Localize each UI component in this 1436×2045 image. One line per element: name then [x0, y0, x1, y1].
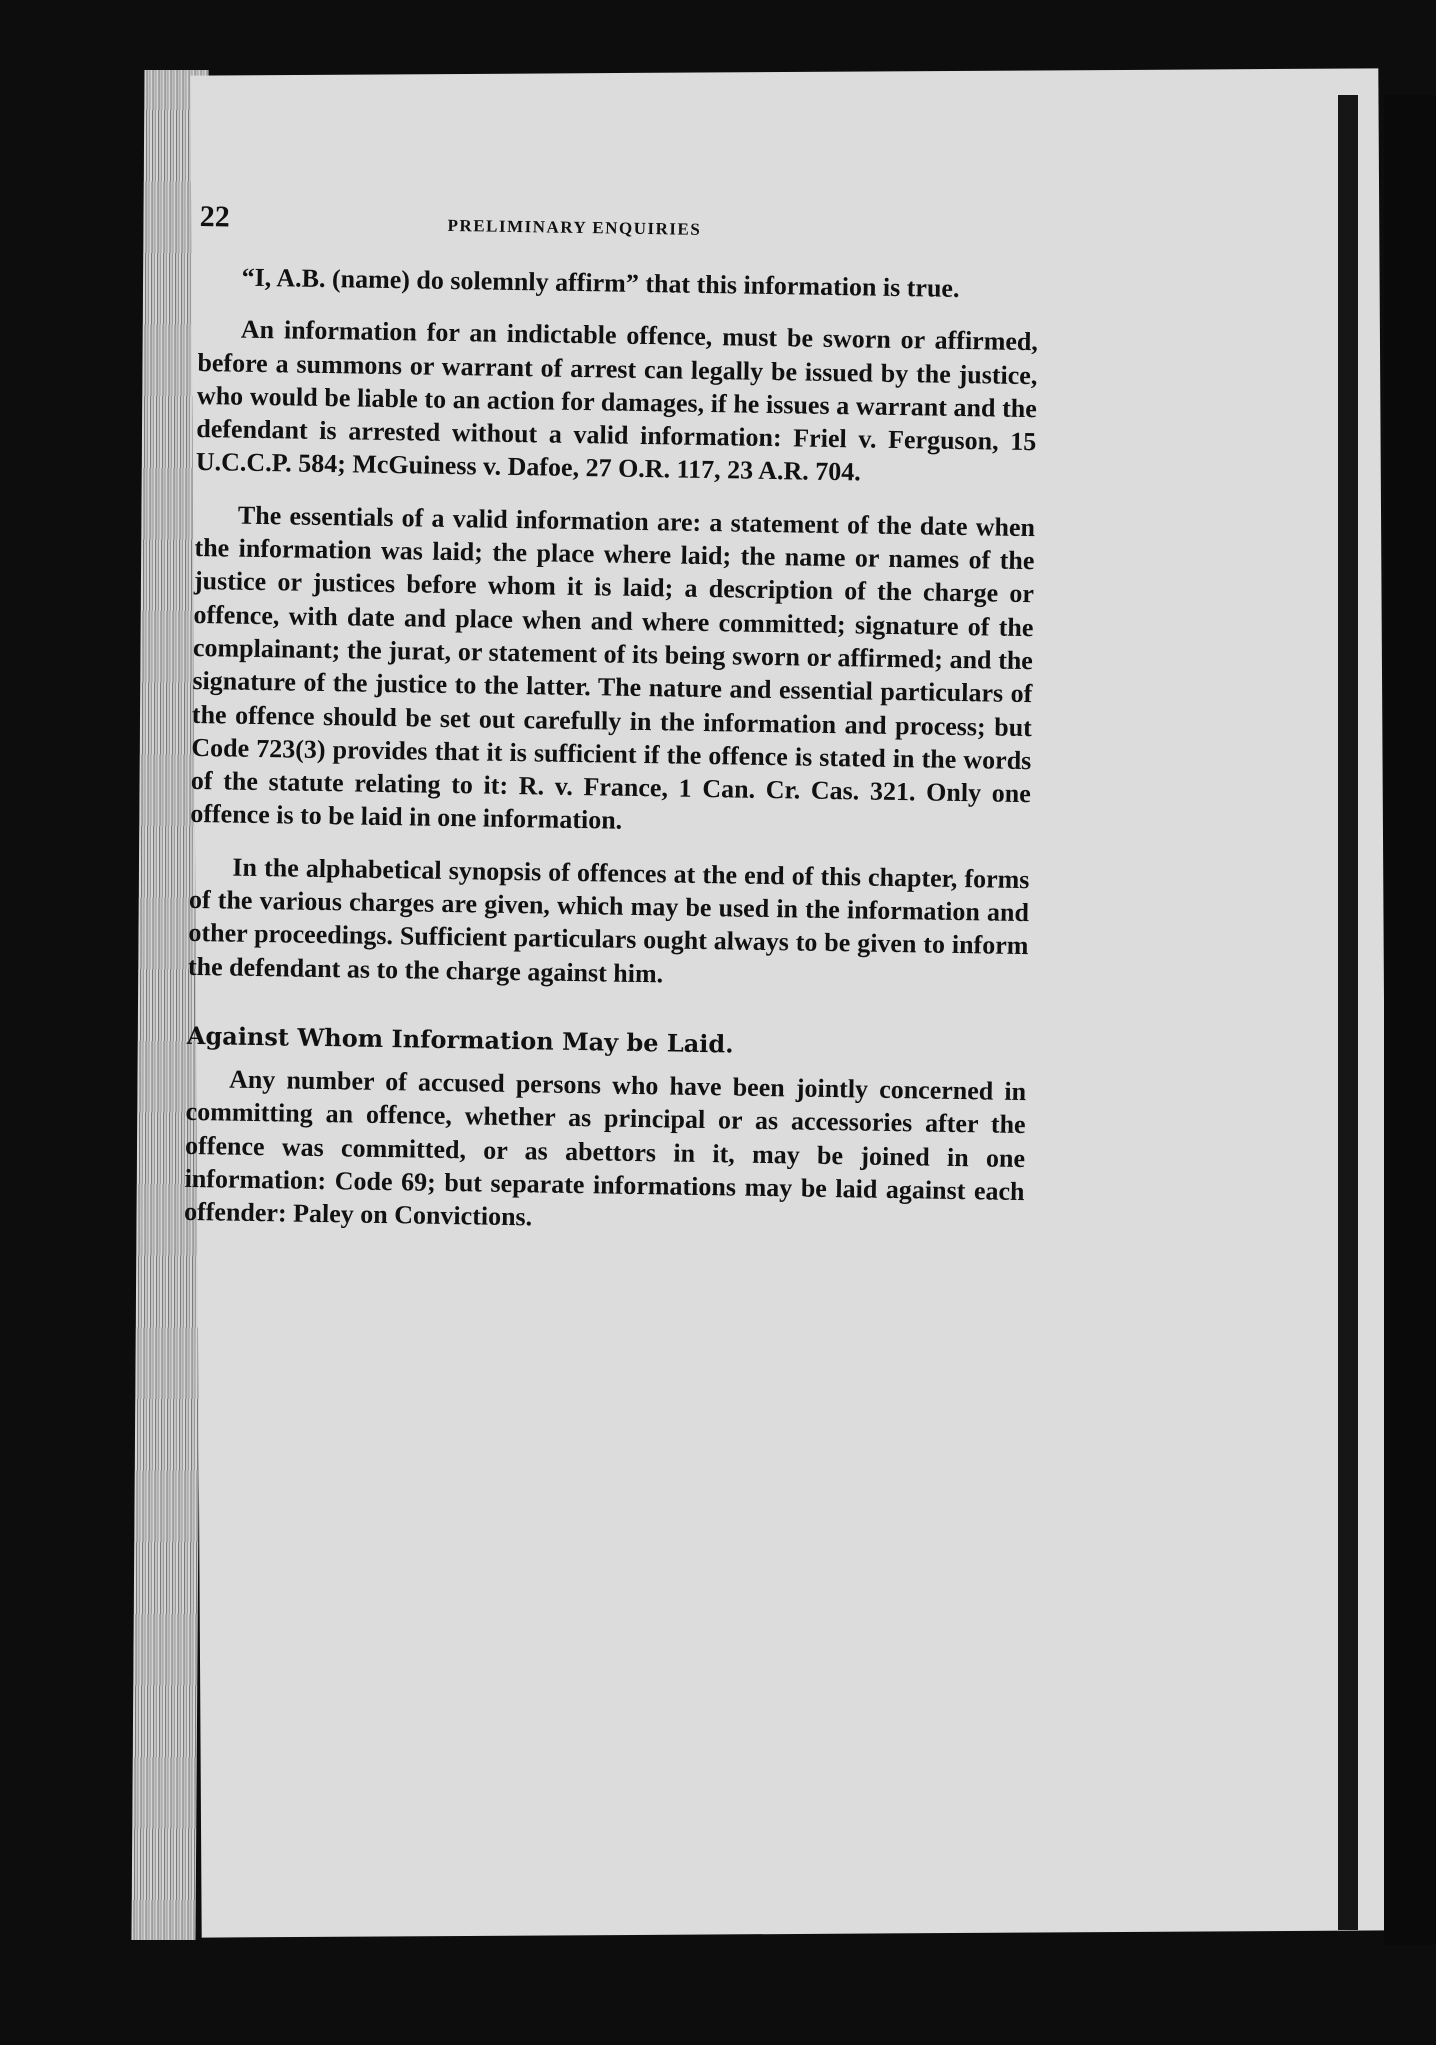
- page-shadow: [1338, 95, 1358, 1930]
- page-content: [184, 200, 1040, 1241]
- paragraph-synopsis: In the alphabetical synopsis of offences at the end of this chapter, forms of the various charges are given, which may be used in the information and other proceedings. Sufficient particulars ought always to be given to inform the defendant as to the charge against him.: [187, 852, 1030, 989]
- paragraph-accused-persons: Any number of accused persons who have been jointly concerned in committing an offence, whether as principal or as accessories after the offence was committed, or as abettors in it, may be joined in one information: Code 69; but separate informations may be laid against each offender: Paley on Convictions.: [183, 1064, 1027, 1232]
- facing-page-edge: [1384, 95, 1436, 1945]
- paragraph-sworn-information: An information for an indictable offence, must be sworn or affirmed, before a summons or warrant of arrest can legally be issued by the justice, who would be liable to an action for damages, if he issues a warrant and the defendant is arrested without a valid information: Friel v. Ferguson, 15 U.C.C.P. 584; McGuiness v. Dafoe, 27 O.R. 117, 23 A.R. 704.: [195, 314, 1039, 487]
- paragraph-essentials: The essentials of a valid information are: a statement of the date when the information was laid; the place where laid; the name or names of the justice or justices before whom it is laid; a description of the charge or offence, with date and place when and where committed; signature of the complainant; the jurat, or statement of its being sworn or affirmed; and the signature of the justice to the latter. The nature and essential particulars of the offence should be set out carefully in the information and process; but Code 723(3) provides that it is sufficient if the offence is stated in the words of the statute relating to it: R. v. France, 1 Can. Cr. Cas. 321. Only one offence is to be laid in one information.: [190, 500, 1036, 836]
- paragraph-affirmation: “I, A.B. (name) do solemnly affirm” that this information is true.: [241, 262, 960, 303]
- page-number: 22: [199, 200, 230, 234]
- running-title: PRELIMINARY ENQUIRIES: [447, 215, 702, 239]
- section-heading: Against Whom Information May be Laid.: [186, 1020, 734, 1059]
